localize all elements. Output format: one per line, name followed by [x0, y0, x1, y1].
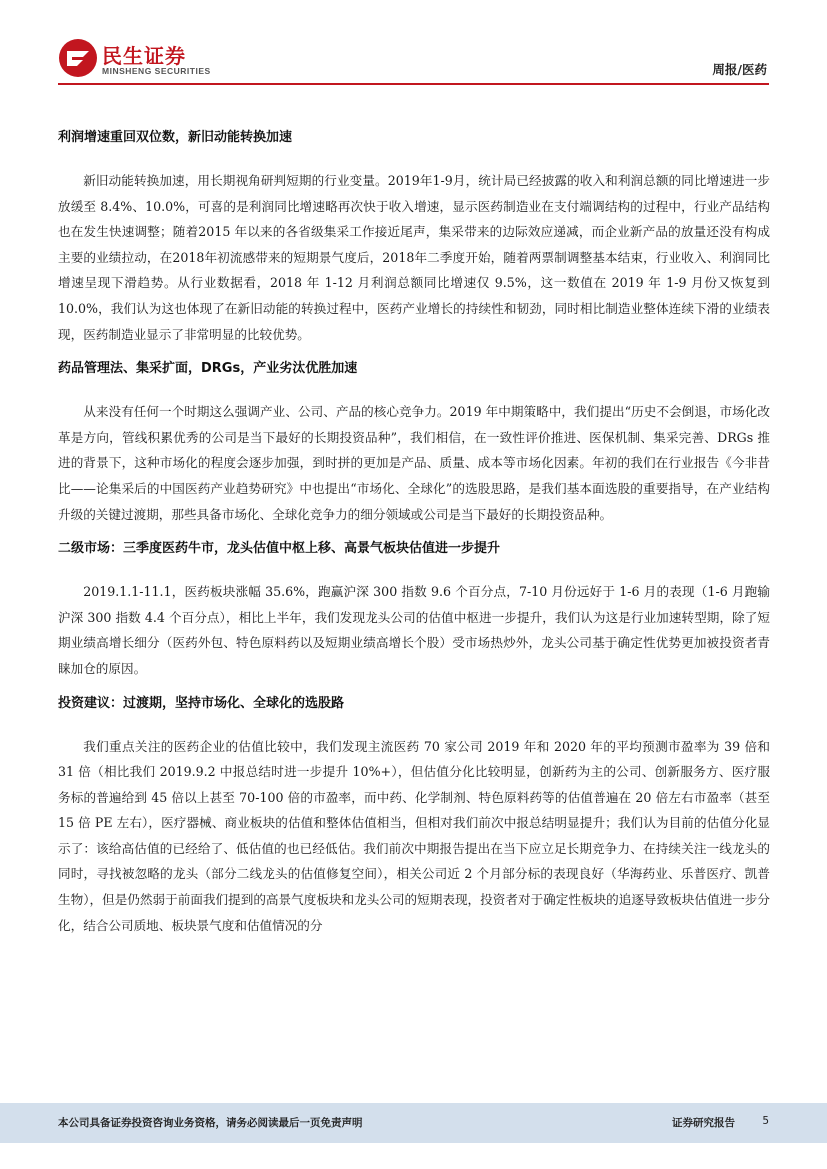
page-footer	[0, 1103, 827, 1143]
section-profit-growth	[58, 126, 770, 347]
footer-disclaimer: 本公司具备证券投资咨询业务资格，请务必阅读最后一页免责声明	[58, 1117, 363, 1129]
section-heading: 利润增速重回双位数，新旧动能转换加速	[58, 130, 293, 145]
section-heading: 二级市场：三季度医药牛市，龙头估值中枢上移、高景气板块估值进一步提升	[58, 541, 501, 557]
logo-english-text: MINSHENG SECURITIES	[102, 66, 211, 76]
section-investment-advice	[58, 692, 770, 939]
report-body	[58, 126, 770, 938]
footer-report-type: 证券研究报告	[672, 1117, 735, 1129]
page-number: 5	[762, 1115, 769, 1127]
body-paragraph: 从来没有任何一个时期这么强调产业、公司、产品的核心竞争力。2019 年中期策略中，我们提出“历史不会倒退，市场化改革是方向，管线积累优秀的公司是当下最好的长期投资品种”，我们相信，在一致性评价推进、医保机制、集采完善、DRGs 推进的背景下，这种市场化的程度会逐步加强，到时拼的更加是产品、质量、成本等市场化因素。年初的我们在行业报告《今非昔比——论集采后的中国医药产业趋势研究》中也提出“市场化、全球化”的选股思路，是我们基本面选股的重要指导，在产业结构升级的关键过渡期，那些具备市场化、全球化竞争力的细分领域或公司是当下最好的长期投资品种。	[58, 404, 770, 522]
section-drug-law	[58, 357, 770, 527]
header-divider	[58, 83, 769, 85]
section-heading: 投资建议：过渡期，坚持市场化、全球化的选股路	[58, 695, 345, 711]
body-paragraph: 2019.1.1-11.1，医药板块涨幅 35.6%，跑赢沪深 300 指数 9.6 个百分点，7-10 月份远好于 1-6 月的表现（1-6 月跑输沪深 300 指数 4.4 个百分点），相比上半年，我们发现龙头公司的估值中枢进一步提升，我们认为这是行业加速转型期，除了短期业绩高增长细分（医药外包、特色原料药以及短期业绩高增长个股）受市场热炒外，龙头公司基于确定性优势更加被投资者青睐加仓的原因。	[58, 584, 770, 676]
body-paragraph: 新旧动能转换加速，用长期视角研判短期的行业变量。2019年1-9月，统计局已经披露的收入和利润总额的同比增速进一步放缓至 8.4%、10.0%，可喜的是利润同比增速略再次快于收入增速，显示医药制造业在支付端调结构的过程中，行业产品结构也在发生快速调整；随着2015 年以来的各省级集采工作接近尾声，集采带来的边际效应递减，而企业新产品的放量还没有构成主要的业绩拉动，在2018年初流感带来的短期景气度后，2018年二季度开始，随着两票制调整基本结束，行业收入、利润同比增速呈现下滑趋势。从行业数据看，2018 年 1-12 月利润总额同比增速仅 9.5%，这一数值在 2019 年 1-9 月份又恢复到 10.0%，我们认为这也体现了在新旧动能的转换过程中，医药产业增长的持续性和韧劲，同时相比制造业整体连续下滑的业绩表现，医药制造业显示了非常明显的比较优势。	[58, 173, 770, 342]
page-header	[0, 0, 827, 90]
section-heading: 药品管理法、集采扩面，DRGs，产业劣汰优胜加速	[58, 361, 358, 377]
company-logo	[58, 38, 218, 82]
body-paragraph: 我们重点关注的医药企业的估值比较中，我们发现主流医药 70 家公司 2019 年和 2020 年的平均预测市盈率为 39 倍和 31 倍（相比我们 2019.9.2 中报总结时进一步提升 10%+），但估值分化比较明显，创新药为主的公司、创新服务方、医疗服务标的普遍给到 45 倍以上甚至 70-100 倍的市盈率，而中药、化学制剂、特色原料药等的估值普遍在 20 倍左右市盈率（甚至 15 倍 PE 左右），医疗器械、商业板块的估值和整体估值相当，但相对我们前次中报总结明显提升；我们认为目前的估值分化显示了：该给高估值的已经给了、低估值的也已经低估。我们前次中期报告提出在当下应立足长期竞争力、在持续关注一线龙头的同时，寻找被忽略的龙头（部分二线龙头的估值修复空间），相关公司近 2 个月部分标的表现良好（华海药业、乐普医疗、凯普生物），但是仍然弱于前面我们提到的高景气度板块和龙头公司的短期表现，投资者对于确定性板块的追逐导致板块估值进一步分化，结合公司质地、板块景气度和估值情况的分	[58, 738, 770, 933]
section-secondary-market	[58, 537, 770, 681]
report-category: 周报/医药	[712, 62, 767, 77]
minsheng-logo-icon	[58, 38, 98, 78]
logo-chinese-text: 民生证券	[102, 44, 186, 68]
